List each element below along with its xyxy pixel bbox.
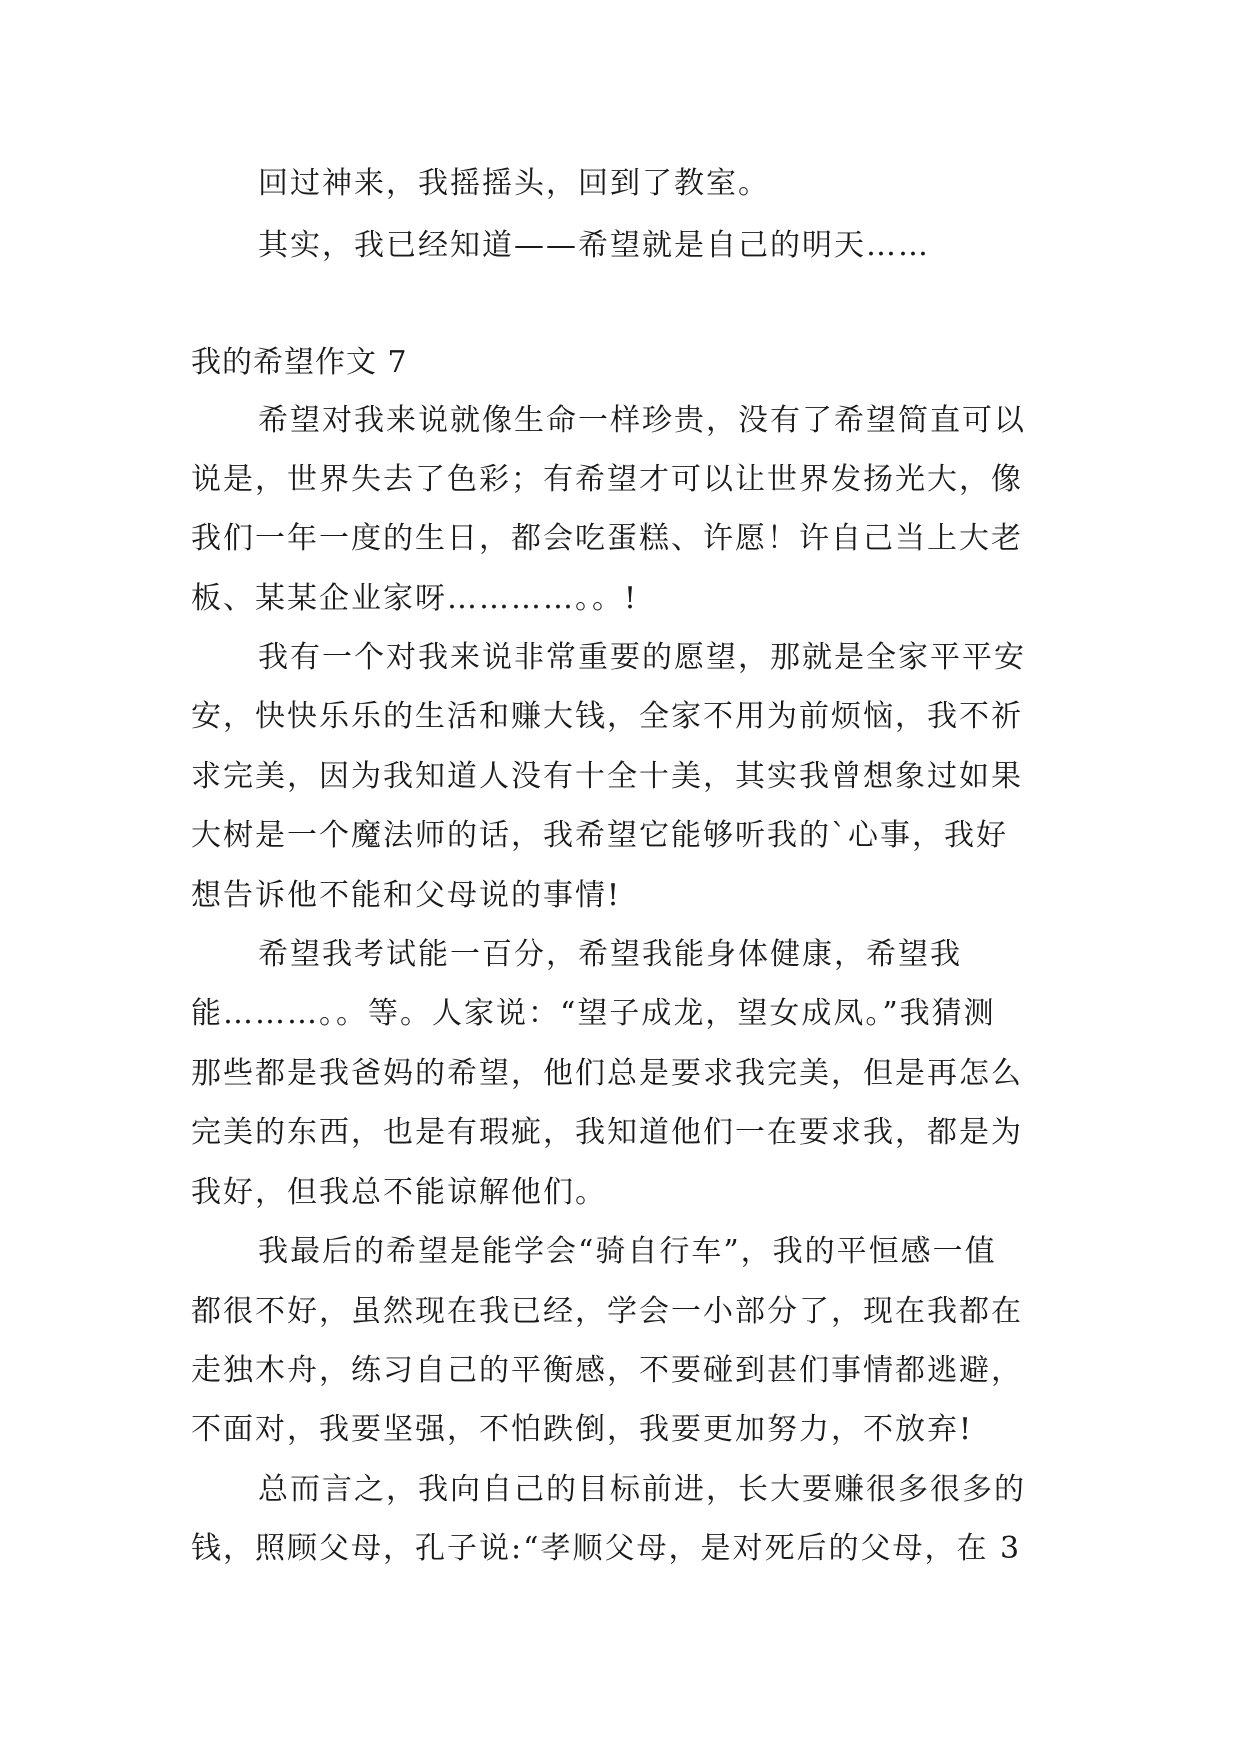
- intro-line-1: 回过神来，我摇摇头，回到了教室。: [258, 166, 770, 201]
- paragraph-4-line-4: 不面对，我要坚强，不怕跌倒，我要更加努力，不放弃!: [191, 1412, 974, 1447]
- paragraph-1-line-4: 板、某某企业家呀…………。。!: [191, 581, 639, 616]
- paragraph-3-line-3: 那些都是我爸妈的希望，他们总是要求我完美，但是再怎么: [191, 1056, 1023, 1091]
- paragraph-2-line-2: 安，快快乐乐的生活和赚大钱，全家不用为前烦恼，我不祈: [191, 699, 1023, 734]
- paragraph-2-line-5: 想告诉他不能和父母说的事情!: [191, 878, 622, 913]
- paragraph-1-line-3: 我们一年一度的生日，都会吃蛋糕、许愿！许自己当上大老: [191, 521, 1023, 556]
- paragraph-4-line-2: 都很不好，虽然现在我已经，学会一小部分了，现在我都在: [191, 1294, 1023, 1329]
- paragraph-2-line-1: 我有一个对我来说非常重要的愿望，那就是全家平平安: [258, 640, 1026, 675]
- intro-line-2: 其实，我已经知道——希望就是自己的明天……: [258, 228, 930, 263]
- paragraph-5-line-1: 总而言之，我向自己的目标前进，长大要赚很多很多的: [258, 1472, 1026, 1507]
- paragraph-3-line-1: 希望我考试能一百分，希望我能身体健康，希望我: [258, 937, 962, 972]
- paragraph-1-line-1: 希望对我来说就像生命一样珍贵，没有了希望简直可以: [258, 403, 1026, 438]
- paragraph-2-line-4: 大树是一个魔法师的话，我希望它能够听我的`心事，我好: [191, 818, 1008, 853]
- paragraph-3-line-5: 我好，但我总不能谅解他们。: [191, 1175, 607, 1210]
- paragraph-1-line-2: 说是，世界失去了色彩；有希望才可以让世界发扬光大，像: [191, 462, 1023, 497]
- paragraph-2-line-3: 求完美，因为我知道人没有十全十美，其实我曾想象过如果: [191, 759, 1023, 794]
- paragraph-3-line-4: 完美的东西，也是有瑕疵，我知道他们一在要求我，都是为: [191, 1115, 1023, 1150]
- paragraph-3-line-2: 能………。。等。人家说：“望子成龙，望女成凤。”我猜测: [191, 996, 996, 1031]
- section-title: 我的希望作文 7: [191, 345, 408, 380]
- paragraph-5-line-2: 钱，照顾父母，孔子说:“孝顺父母，是对死后的父母，在 3: [191, 1531, 1022, 1566]
- paragraph-4-line-3: 走独木舟，练习自己的平衡感，不要碰到甚们事情都逃避，: [191, 1353, 1023, 1388]
- paragraph-4-line-1: 我最后的希望是能学会“骑自行车”，我的平恒感一值: [258, 1234, 997, 1269]
